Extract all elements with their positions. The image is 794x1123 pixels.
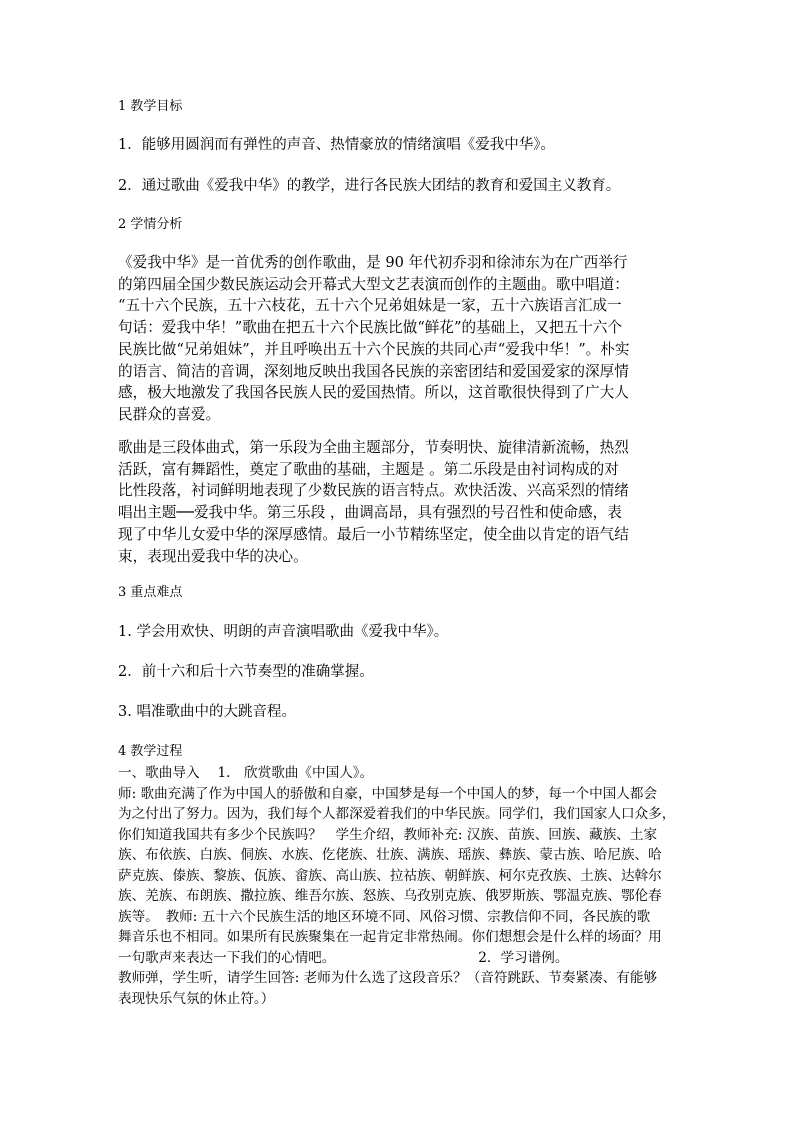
process-line: 一、歌曲导入 1. 欣赏歌曲《中国人》。: [118, 765, 374, 781]
process-line: 族、羌族、布朗族、撒拉族、维吾尔族、怒族、乌孜别克族、俄罗斯族、鄂温克族、鄂伦春: [118, 888, 662, 904]
paragraph-line: 现了中华儿女爱中华的深厚感情。最后一小节精练坚定，使全曲以肯定的语气结: [118, 525, 629, 543]
keypoint-item-3: 3. 唱准歌曲中的大跳音程。: [118, 704, 296, 720]
paragraph-line: 《爱我中华》是一首优秀的创作歌曲，是 90 年代初乔羽和徐沛东为在广西举行: [118, 254, 628, 271]
process-line: 族等。 教师: 五十六个民族生活的地区环境不同、风俗习惯、宗教信仰不同，各民族的歌: [118, 908, 651, 925]
process-line: 为之付出了努力。因为，我们每个人都深爱着我们的中华民族。同学们，我们国家人口众多，: [118, 806, 676, 822]
process-line: 教师弹，学生听，请学生回答: 老师为什么选了这段音乐？（音符跳跃、节奏紧凑、有能够: [118, 970, 658, 986]
process-line: 族、布依族、白族、侗族、水族、仡佬族、壮族、满族、瑶族、彝族、蒙古族、哈尼族、哈: [118, 847, 662, 863]
paragraph-line: 感，极大地激发了我国各民族人民的爱国热情。所以，这首歌很快得到了广大人: [118, 384, 629, 402]
analysis-paragraph-1: [118, 252, 678, 426]
process-line: 萨克族、傣族、黎族、佤族、畲族、高山族、拉祜族、朝鲜族、柯尔克孜族、土族、达斡尔: [118, 867, 662, 884]
goal-item-2: 2．通过歌曲《爱我中华》的教学，进行各民族大团结的教育和爱国主义教育。: [118, 178, 621, 194]
section-heading-analysis: 2 学情分析: [118, 217, 183, 232]
paragraph-line: 唱出主题──爱我中华。第三乐段 ，曲调高昂，具有强烈的号召性和使命感，表: [118, 504, 622, 522]
paragraph-line: 民群众的喜爱。: [118, 405, 221, 423]
process-line: 一句歌声来表达一下我们的心情吧。 2．学习谱例。: [118, 949, 569, 966]
process-body: [118, 763, 678, 1009]
paragraph-line: 的语言、简洁的音调，深刻地反映出我国各民族的亲密团结和爱国爱家的深厚情: [118, 362, 629, 380]
process-line: 舞音乐也不相同。如果所有民族聚集在一起肯定非常热闹。你们想想会是什么样的场面？用: [118, 929, 662, 945]
paragraph-line: 活跃，富有舞蹈性，奠定了歌曲的基础，主题是 。第二乐段是由衬词构成的对: [118, 460, 619, 478]
paragraph-line: “五十六个民族，五十六枝花，五十六个兄弟姐妹是一家，五十六族语言汇成一: [118, 297, 622, 315]
paragraph-line: 歌曲是三段体曲式，第一乐段为全曲主题部分，节奏明快、旋律清新流畅，热烈: [118, 439, 629, 456]
goal-item-1: 1．能够用圆润而有弹性的声音、热情豪放的情绪演唱《爱我中华》。: [118, 137, 555, 153]
process-line: 师: 歌曲充满了作为中国人的骄傲和自豪，中国梦是每一个中国人的梦，每一个中国人都会: [118, 785, 658, 802]
analysis-paragraph-2: [118, 437, 678, 567]
paragraph-line: 束，表现出爱我中华的决心。: [118, 547, 308, 565]
process-line: 表现快乐气氛的休止符。）: [118, 990, 275, 1007]
paragraph-line: 比性段落，衬词鲜明地表现了少数民族的语言特点。欢快活泼、兴高采烈的情绪: [118, 482, 629, 500]
paragraph-line: 民族比做“兄弟姐妹”，并且呼唤出五十六个民族的共同心声“爱我中华！”。朴实: [118, 340, 630, 358]
process-line: 你们知道我国共有多少个民族吗？ 学生介绍，教师补充: 汉族、苗族、回族、藏族、土家: [118, 826, 658, 843]
paragraph-line: 句话：爱我中华！”歌曲在把五十六个民族比做“鲜花”的基础上，又把五十六个: [118, 319, 622, 337]
keypoint-item-1: 1. 学会用欢快、明朗的声音演唱歌曲《爱我中华》。: [118, 624, 449, 640]
section-heading-process: 4 教学过程: [118, 744, 183, 759]
paragraph-line: 的第四届全国少数民族运动会开幕式大型文艺表演而创作的主题曲。歌中唱道：: [118, 275, 629, 293]
section-heading-keypoints: 3 重点难点: [118, 585, 183, 600]
keypoint-item-2: 2．前十六和后十六节奏型的准确掌握。: [118, 664, 374, 680]
section-heading-goals: 1 教学目标: [118, 99, 183, 114]
